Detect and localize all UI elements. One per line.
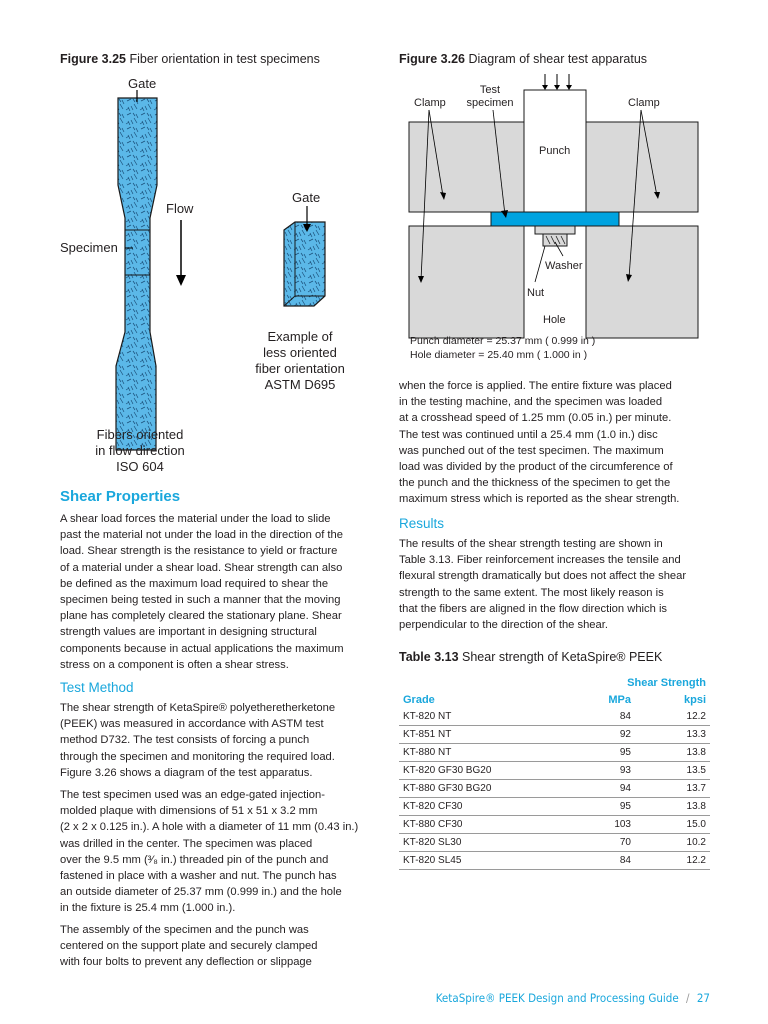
table-row: KT-880 CF30 103 15.0 (399, 816, 710, 834)
hole-label: Hole (543, 314, 566, 326)
test-method-heading: Test Method (60, 680, 134, 695)
table-row: KT-851 NT 92 13.3 (399, 726, 710, 744)
page-number: 27 (696, 991, 710, 1005)
flow-label: Flow (166, 201, 194, 216)
table-row: KT-820 GF30 BG20 93 13.5 (399, 762, 710, 780)
procedure-continuation-paragraph: when the force is applied. The entire fixture was placed in the testing machine, and the specimen was loaded at a crosshead speed of 1.25 mm (0.05 in.) per minute. The test was continued until a 25.4 mm (1.0 in.) disc was punched out of the test specimen. The maximum load was divided by the product of the circumference of the punch and the thickness of the specimen to get the maximum stress which is reported as the shear strength. (399, 380, 680, 506)
test-specimen-label: Test specimen (466, 84, 514, 109)
table-3-13-caption: Table 3.13 Shear strength of KetaSpire® PEEK (399, 650, 663, 664)
table-row: KT-880 NT 95 13.8 (399, 744, 710, 762)
shear-strength-table (399, 674, 710, 870)
shear-strength-group-header: Shear Strength (627, 676, 706, 689)
astm-specimen (284, 222, 325, 306)
specimen-label: Specimen (60, 240, 118, 255)
washer (535, 226, 575, 234)
shear-apparatus-figure (405, 70, 710, 345)
test-specimen-plate (491, 212, 619, 226)
gate-label-right: Gate (292, 190, 321, 205)
results-paragraph: The results of the shear strength testing are shown in Table 3.13. Fiber reinforcement increases the tensile and flexural strength dramatically but does not affect the shear strength to the same extent. The most likely reason is that the fibers are aligned in the flow direction which is perpendicular to the direction of the shear. (399, 538, 687, 632)
table-row: KT-820 SL30 70 10.2 (399, 834, 710, 852)
table-row: KT-820 CF30 95 13.8 (399, 798, 710, 816)
figure-3-26-caption: Figure 3.26 Diagram of shear test apparatus (399, 52, 648, 66)
washer-label: Washer (545, 260, 583, 272)
page-footer (436, 991, 710, 1005)
mpa-column-header: MPa (608, 693, 631, 706)
table-row: KT-820 SL45 84 12.2 (399, 852, 710, 870)
test-method-paragraph-1: The shear strength of KetaSpire® polyetheretherketone (PEEK) was measured in accordance with ASTM test method D732. The test consists of forcing a punch through the specimen and monitoring the required load. Figure 3.26 shows a diagram of the test apparatus. (60, 702, 336, 779)
shear-properties-heading: Shear Properties (60, 488, 181, 505)
punch-label: Punch (539, 145, 571, 157)
clamp-label-right: Clamp (628, 97, 660, 109)
kpsi-column-header: kpsi (683, 693, 706, 706)
figure-3-25-caption: Figure 3.25 Fiber orientation in test specimens (60, 52, 320, 66)
clamp-label-left: Clamp (414, 97, 446, 109)
diameter-notes: Punch diameter = 25.37 mm ( 0.999 in ) Hole diameter = 25.40 mm ( 1.000 in ) (410, 335, 596, 361)
shear-properties-paragraph: A shear load forces the material under the load to slide past the material not under the load in the direction of the load. Shear strength is the resistance to yield or fracture of a material under a shear load. Shear strength can also be defined as the maximum load required to shear the specimen being tested in such a manner that the moving plane has completely cleared the stationary plane. Shear strength values are important in designing structural components because in actual applications the maximum stress on a component is often a shear stress. (60, 513, 344, 671)
astm-caption: Example of less oriented fiber orientation ASTM D695 (255, 329, 345, 392)
table-row: KT-820 NT 84 12.2 (399, 708, 710, 726)
lower-clamp-left (409, 226, 524, 338)
test-method-paragraph-2: The test specimen used was an edge-gated injection- molded plaque with dimensions of 51 x 51 x 3.2 mm (2 x 2 x 0.125 in.). A hole with a diameter of 11 mm (0.43 in.) was drilled in the center. The specimen was placed over the 9.5 mm (³⁄₈ in.) threaded pin of the punch and fastened in place with a washer and nut. The punch has an outside diameter of 25.37 mm (0.999 in.) and the hole in the fixture is 25.4 mm (1.000 in.). (60, 789, 359, 915)
iso-specimen (116, 98, 157, 450)
results-heading: Results (399, 516, 445, 531)
upper-clamp-right (586, 122, 698, 212)
test-method-paragraph-3: The assembly of the specimen and the punch was centered on the support plate and securely clamped with four bolts to prevent any deflection or slippage (60, 924, 318, 969)
nut-label: Nut (527, 287, 545, 299)
iso-caption: Fibers oriented in flow direction ISO 604 (95, 427, 185, 474)
gate-label-left: Gate (128, 76, 157, 91)
lower-clamp-right (586, 226, 698, 338)
fiber-orientation-figure (55, 70, 355, 480)
grade-column-header: Grade (403, 693, 435, 706)
footer-title: KetaSpire® PEEK Design and Processing Guide (435, 991, 679, 1005)
footer-separator: / (686, 991, 690, 1005)
table-row: KT-880 GF30 BG20 94 13.7 (399, 780, 710, 798)
